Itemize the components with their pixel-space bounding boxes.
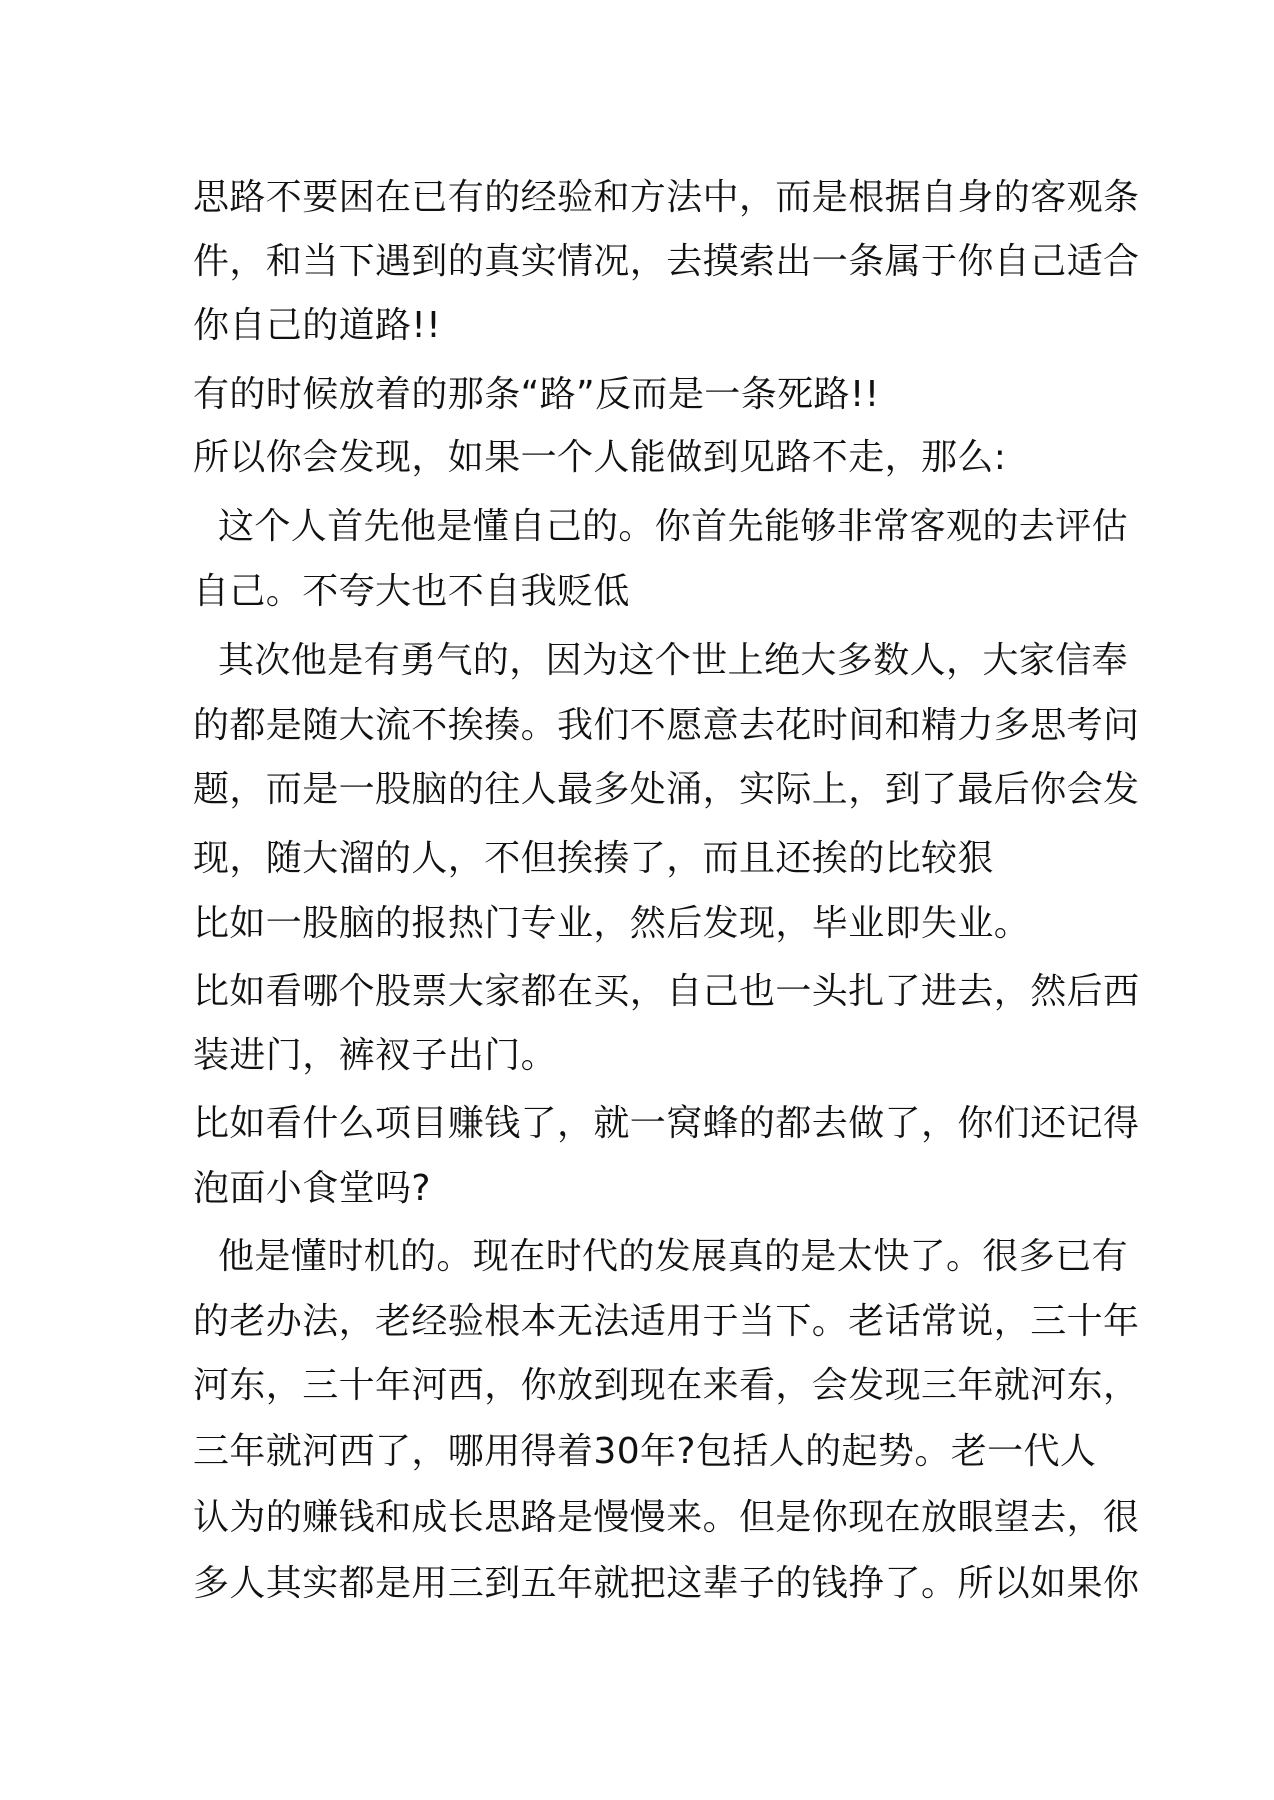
text-line: 现，随大溜的人，不但挨揍了，而且还挨的比较狠: [193, 838, 994, 879]
text-line: 比如一股脑的报热门专业，然后发现，毕业即失业。: [193, 903, 1031, 944]
text-line: 泡面小食堂吗?: [193, 1168, 431, 1209]
text-line: 他是懂时机的。现在时代的发展真的是太快了。很多已有: [218, 1236, 1129, 1277]
text-line: 比如看哪个股票大家都在买，自己也一头扎了进去，然后西: [193, 971, 1140, 1012]
text-line: 其次他是有勇气的，因为这个世上绝大多数人，大家信奉: [218, 640, 1129, 681]
text-line: 件，和当下遇到的真实情况，去摸索出一条属于你自己适合: [193, 241, 1140, 282]
text-line: 有的时候放着的那条“路”反而是一条死路!!: [193, 374, 880, 415]
text-line: 这个人首先他是懂自己的。你首先能够非常客观的去评估: [218, 506, 1129, 547]
text-line: 所以你会发现，如果一个人能做到见路不走，那么:: [193, 437, 1007, 478]
text-line: 你自己的道路!!: [193, 305, 442, 346]
text-line: 认为的赚钱和成长思路是慢慢来。但是你现在放眼望去，很: [193, 1497, 1140, 1538]
text-line: 河东，三十年河西，你放到现在来看，会发现三年就河东，: [193, 1365, 1140, 1406]
text-line: 多人其实都是用三到五年就把这辈子的钱挣了。所以如果你: [193, 1563, 1140, 1604]
text-line: 思路不要困在已有的经验和方法中，而是根据自身的客观条: [193, 177, 1140, 218]
text-line: 题，而是一股脑的往人最多处涌，实际上，到了最后你会发: [193, 769, 1140, 810]
text-line: 三年就河西了，哪用得着30年?包括人的起势。老一代人: [193, 1431, 1097, 1472]
text-line: 装进门，裤衩子出门。: [193, 1035, 558, 1076]
text-line: 自己。不夸大也不自我贬低: [193, 571, 630, 612]
text-line: 的都是随大流不挨揍。我们不愿意去花时间和精力多思考问: [193, 705, 1140, 746]
text-line: 比如看什么项目赚钱了，就一窝蜂的都去做了，你们还记得: [193, 1103, 1140, 1144]
text-line: 的老办法，老经验根本无法适用于当下。老话常说，三十年: [193, 1301, 1140, 1342]
